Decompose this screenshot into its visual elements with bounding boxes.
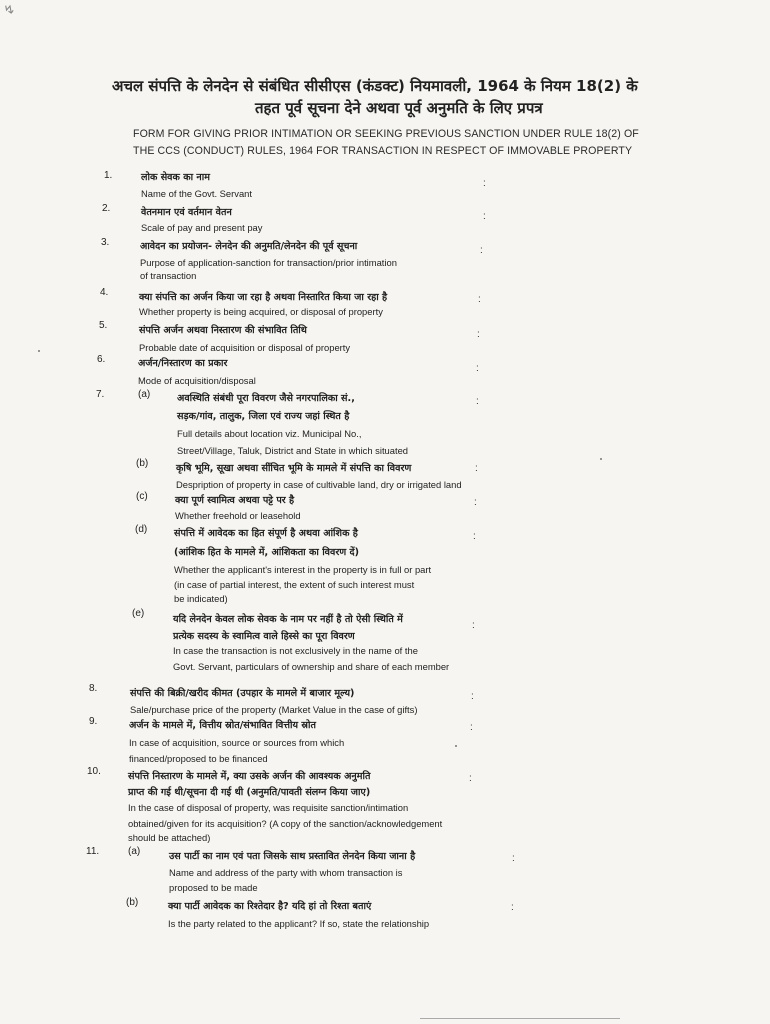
item-8-colon: : — [471, 691, 474, 702]
item-2-label-english: Scale of pay and present pay — [141, 222, 263, 233]
item-7e-hindi-1: यदि लेनदेन केवल लोक सेवक के नाम पर नहीं है तो ऐसी स्थिति में — [173, 614, 403, 625]
item-7b-hindi: कृषि भूमि, सूखा अथवा सींचित भूमि के मामले में संपत्ति का विवरण — [176, 463, 412, 474]
item-8-label-english: Sale/purchase price of the property (Market Value in the case of gifts) — [130, 704, 418, 715]
item-7d-english-2: (in case of partial interest, the extent of such interest must — [174, 579, 415, 590]
item-9-number: 9. — [89, 716, 98, 727]
item-11b-label: (b) — [126, 897, 139, 908]
item-8-label-hindi: संपत्ति की बिक्री/खरीद कीमत (उपहार के मामले में बाजार मूल्य) — [130, 688, 355, 699]
item-5-label-english: Probable date of acquisition or disposal of property — [139, 342, 351, 353]
item-11a-english-1: Name and address of the party with whom transaction is — [169, 867, 403, 878]
item-7a-hindi-2: सड़क/गांव, तालुक, जिला एवं राज्य जहां स्थित है — [177, 411, 350, 422]
item-7e-english-1: In case the transaction is not exclusively in the name of the — [173, 645, 418, 656]
item-7e-hindi-2: प्रत्येक सदस्य के स्वामित्व वाले हिस्से का पूरा विवरण — [173, 631, 355, 642]
item-10-label-hindi-1: संपत्ति निस्तारण के मामले में, क्या उसके अर्जन की आवश्यक अनुमति — [128, 771, 371, 782]
item-10-colon: : — [469, 773, 472, 784]
item-7e-colon: : — [472, 620, 475, 631]
title-hindi-line-1: अचल संपत्ति के लेनदेन से संबंधित सीसीएस (कंडक्ट) नियमावली, 1964 के नियम 18(2) के — [112, 77, 638, 95]
item-3-label-english-2: of transaction — [140, 270, 197, 281]
item-4-colon: : — [478, 294, 481, 305]
scan-bottom-line — [420, 1018, 620, 1019]
item-7a-english-1: Full details about location viz. Municipal No., — [177, 428, 362, 439]
item-3-number: 3. — [101, 237, 110, 248]
item-3-colon: : — [480, 245, 483, 256]
title-english-line-1: FORM FOR GIVING PRIOR INTIMATION OR SEEKING PREVIOUS SANCTION UNDER RULE 18(2) OF — [133, 128, 639, 140]
item-10-label-hindi-2: प्राप्त की गई थी/सूचना दी गई थी (अनुमति/पावती संलग्न किया जाए) — [128, 787, 371, 798]
item-9-colon: : — [470, 722, 473, 733]
item-6-number: 6. — [97, 354, 106, 365]
item-9-label-english-1: In case of acquisition, source or sources from which — [129, 737, 345, 748]
item-2-number: 2. — [102, 203, 111, 214]
item-6-label-english: Mode of acquisition/disposal — [138, 375, 256, 386]
item-2-label-hindi: वेतनमान एवं वर्तमान वेतन — [141, 207, 232, 218]
item-9-label-english-2: financed/proposed to be financed — [129, 753, 268, 764]
item-7-number: 7. — [96, 389, 105, 400]
item-7c-hindi: क्या पूर्ण स्वामित्व अथवा पट्टे पर है — [175, 495, 295, 506]
item-4-label-english: Whether property is being acquired, or disposal of property — [139, 306, 383, 317]
item-7b-colon: : — [475, 463, 478, 474]
item-7a-hindi-1: अवस्थिति संबंधी पूरा विवरण जैसे नगरपालिका सं., — [177, 393, 355, 404]
item-1-colon: : — [483, 178, 486, 189]
scan-corner-mark: ↯ — [1, 0, 17, 19]
item-5-colon: : — [477, 329, 480, 340]
item-11a-hindi: उस पार्टी का नाम एवं पता जिसके साथ प्रस्तावित लेनदेन किया जाना है — [169, 851, 416, 862]
item-11b-hindi: क्या पार्टी आवेदक का रिश्तेदार है? यदि हां तो रिश्ता बताएं — [168, 901, 372, 912]
item-5-label-hindi: संपत्ति अर्जन अथवा निस्तारण की संभावित तिथि — [139, 325, 307, 336]
item-11a-colon: : — [512, 853, 515, 864]
item-7d-colon: : — [473, 531, 476, 542]
item-7c-label: (c) — [136, 491, 148, 502]
item-10-number: 10. — [87, 766, 101, 777]
item-8-number: 8. — [89, 683, 98, 694]
item-7d-english-1: Whether the applicant's interest in the property is in full or part — [174, 564, 432, 575]
scan-speck — [455, 745, 457, 747]
item-10-label-english-1: In the case of disposal of property, was requisite sanction/intimation — [128, 802, 409, 813]
item-11a-english-2: proposed to be made — [169, 882, 258, 893]
item-7a-label: (a) — [138, 389, 151, 400]
item-4-number: 4. — [100, 287, 109, 298]
scan-speck — [600, 458, 602, 460]
item-11b-colon: : — [511, 902, 514, 913]
item-5-number: 5. — [99, 320, 108, 331]
item-9-label-hindi: अर्जन के मामले में, वित्तीय स्रोत/संभावित वित्तीय स्रोत — [129, 720, 316, 731]
item-11b-english: Is the party related to the applicant? If so, state the relationship — [168, 918, 430, 929]
item-4-label-hindi: क्या संपत्ति का अर्जन किया जा रहा है अथवा निस्तारित किया जा रहा है — [139, 292, 388, 303]
item-7c-english: Whether freehold or leasehold — [175, 510, 301, 521]
item-7d-english-3: be indicated) — [174, 593, 228, 604]
item-7d-hindi-2: (आंशिक हित के मामले में, आंशिकता का विवरण दें) — [174, 547, 360, 558]
item-7d-label: (d) — [135, 524, 148, 535]
item-1-label-english: Name of the Govt. Servant — [141, 188, 252, 199]
item-6-label-hindi: अर्जन/निस्तारण का प्रकार — [138, 358, 228, 369]
item-11-number: 11. — [86, 846, 100, 857]
item-1-number: 1. — [104, 170, 113, 181]
item-10-label-english-2: obtained/given for its acquisition? (A copy of the sanction/acknowledgement — [128, 818, 443, 829]
item-6-colon: : — [476, 363, 479, 374]
title-english-line-2: THE CCS (CONDUCT) RULES, 1964 FOR TRANSACTION IN RESPECT OF IMMOVABLE PROPERTY — [133, 145, 633, 157]
item-2-colon: : — [483, 211, 486, 222]
item-1-label-hindi: लोक सेवक का नाम — [141, 172, 210, 183]
item-7b-label: (b) — [136, 458, 149, 469]
item-7e-english-2: Govt. Servant, particulars of ownership and share of each member — [173, 661, 450, 672]
item-3-label-english-1: Purpose of application-sanction for transaction/prior intimation — [140, 257, 397, 268]
item-7c-colon: : — [474, 497, 477, 508]
item-3-label-hindi: आवेदन का प्रयोजन- लेनदेन की अनुमति/लेनदेन की पूर्व सूचना — [140, 241, 358, 252]
item-7d-hindi-1: संपत्ति में आवेदक का हित संपूर्ण है अथवा आंशिक है — [174, 528, 358, 539]
item-7e-label: (e) — [132, 608, 145, 619]
item-7b-english: Despription of property in case of cultivable land, dry or irrigated land — [176, 479, 462, 490]
item-7a-english-2: Street/Village, Taluk, District and State in which situated — [177, 445, 409, 456]
title-hindi-line-2: तहत पूर्व सूचना देने अथवा पूर्व अनुमति के लिए प्रपत्र — [255, 99, 543, 117]
item-7a-colon: : — [476, 396, 479, 407]
item-11a-label: (a) — [128, 846, 141, 857]
item-10-label-english-3: should be attached) — [128, 832, 211, 843]
scan-speck — [38, 350, 40, 352]
